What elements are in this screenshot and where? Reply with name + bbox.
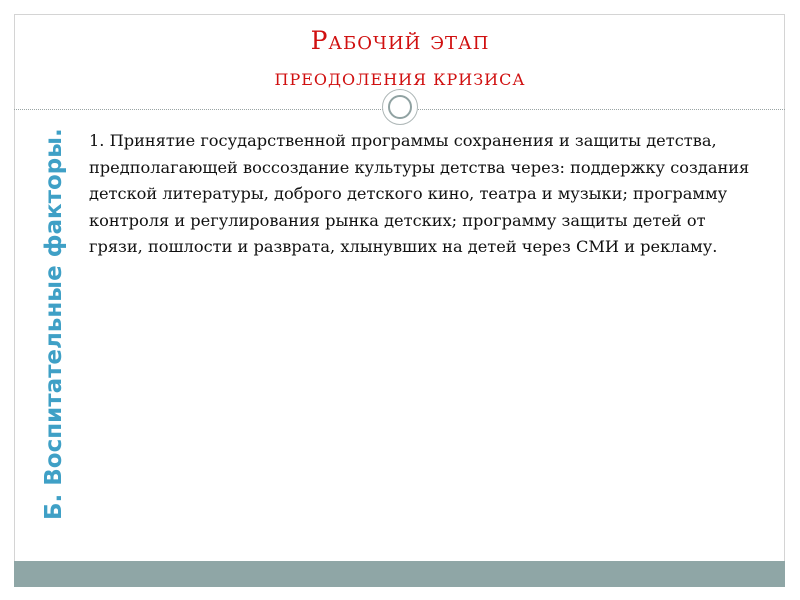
slide-title: Рабочий этап bbox=[310, 26, 490, 55]
body-paragraph: 1. Принятие государственной программы сохранения и защиты детства, предполагающей воссоздание культуры детства через: поддержку создания детской литературы, доброго детского кино, театра и музыки; программу контроля и регулирования рынка детских; программу защиты детей от грязи, пошлости и разврата, хлынувших на детей через СМИ и рекламу. bbox=[89, 131, 750, 256]
slide-subtitle: ПРЕОДОЛЕНИЯ КРИЗИСА bbox=[274, 70, 526, 89]
side-label-vertical: Б. Воспитательные факторы. bbox=[41, 128, 67, 520]
bottom-bar bbox=[14, 561, 785, 587]
ring-ornament-icon bbox=[382, 89, 418, 125]
